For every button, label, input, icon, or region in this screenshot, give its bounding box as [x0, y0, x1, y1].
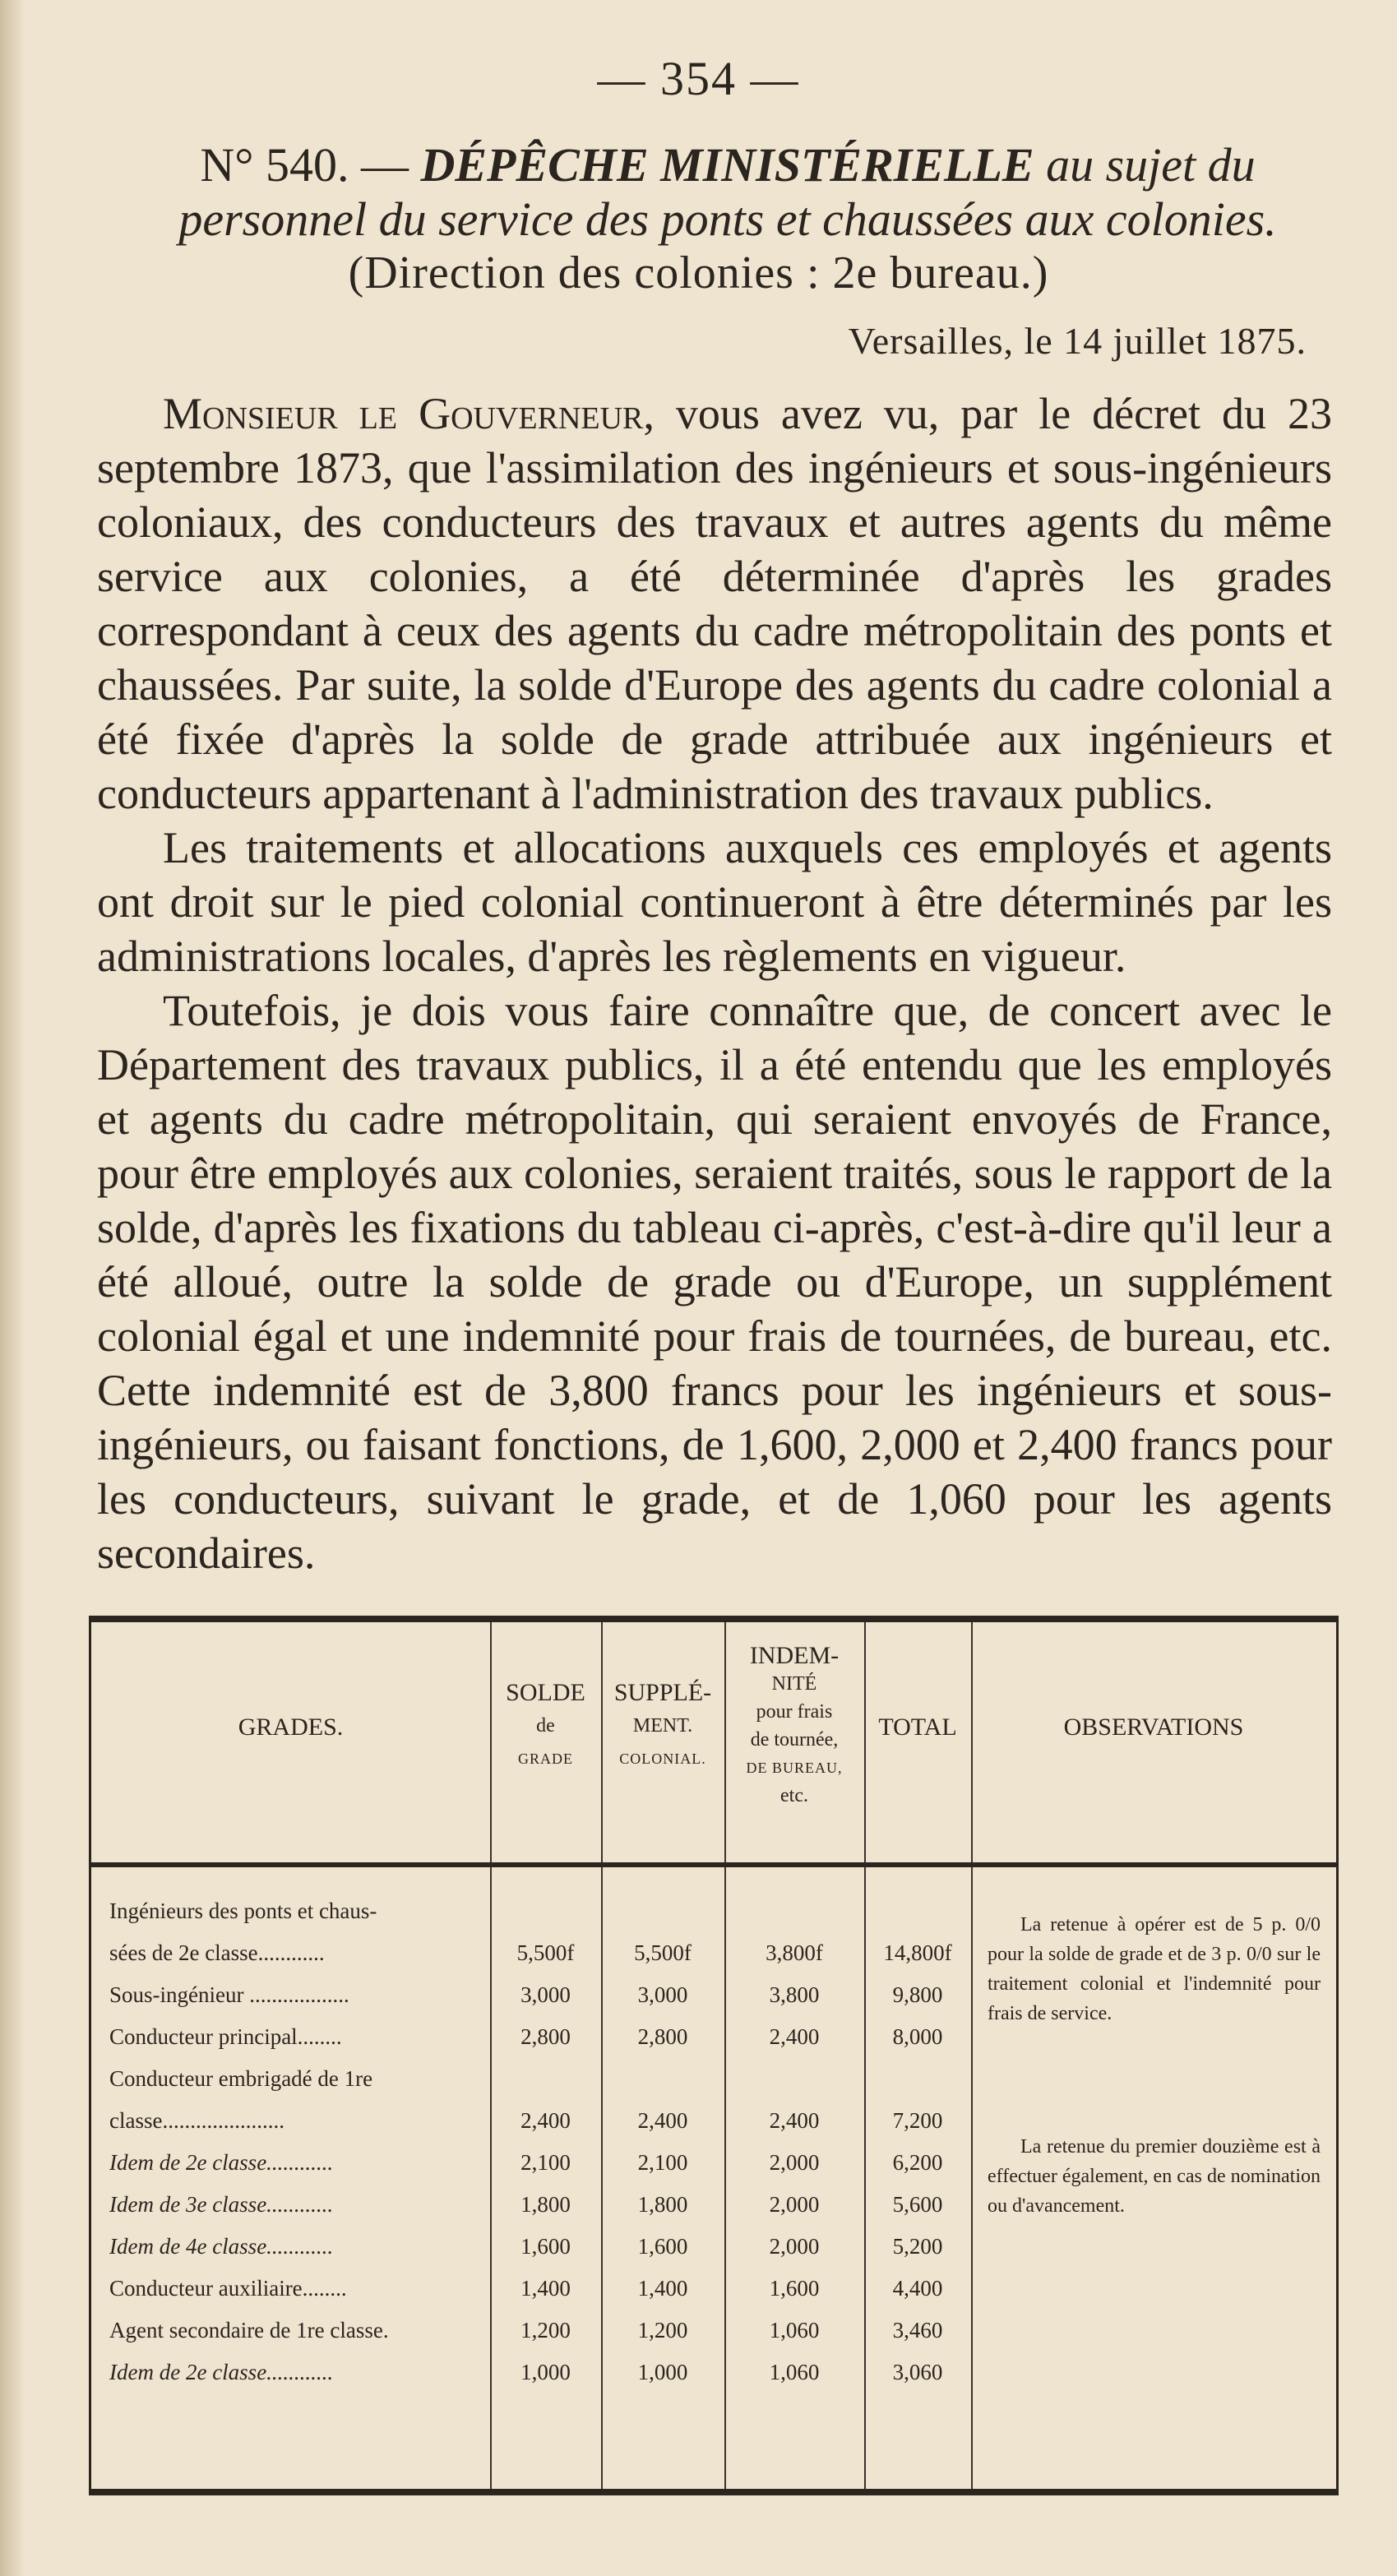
- total-cell: 7,200: [892, 2108, 943, 2133]
- table-row: [91, 2271, 1341, 2305]
- header-solde: [490, 1676, 601, 1775]
- grade-cell: Idem de 4e classe............: [109, 2234, 334, 2259]
- observation-1: La retenue à opérer est de 5 p. 0/0 pour la solde de grade et de 3 p. 0/0 sur le traitement colonial et l'indemnité pour frais de service.: [988, 1914, 1321, 2024]
- solde-cell: 1,000: [520, 2360, 571, 2384]
- header-rule: [91, 1862, 1336, 1867]
- supp-cell: 3,000: [637, 1982, 688, 2007]
- supp-cell: 1,800: [637, 2192, 688, 2217]
- supp-cell: 2,800: [637, 2024, 688, 2049]
- header-supp-line2: MENT.: [632, 1715, 693, 1737]
- document-heading: [144, 138, 1311, 247]
- header-indem-line3: pour frais: [756, 1701, 833, 1723]
- header-solde-line2: de: [536, 1715, 555, 1737]
- indem-cell: 2,000: [769, 2150, 820, 2175]
- grade-cell: Conducteur auxiliaire........: [109, 2276, 347, 2301]
- solde-cell: 1,400: [520, 2276, 571, 2301]
- supp-cell: 1,000: [637, 2360, 688, 2384]
- header-indem-line1: INDEM-: [749, 1642, 840, 1669]
- header-grades: GRADES.: [238, 1713, 344, 1741]
- indem-cell: 3,800: [769, 1982, 820, 2007]
- grade-cell: Conducteur principal........: [109, 2024, 342, 2049]
- indem-cell: 1,060: [769, 2360, 820, 2384]
- indem-cell: 3,800f: [766, 1940, 823, 1965]
- grade-cell: classe......................: [109, 2108, 284, 2133]
- solde-cell: 2,400: [520, 2108, 571, 2133]
- solde-cell: 3,000: [520, 1982, 571, 2007]
- observation-2: La retenue du premier douzième est à effectuer également, en cas de nomination ou d'avancement.: [988, 2136, 1321, 2217]
- supp-cell: 2,400: [637, 2108, 688, 2133]
- total-cell: 14,800f: [883, 1940, 952, 1965]
- indem-cell: 1,600: [769, 2276, 820, 2301]
- header-observations: OBSERVATIONS: [1063, 1713, 1244, 1741]
- grade-cell: Ingénieurs des ponts et chaus-: [109, 1898, 377, 1923]
- total-cell: 6,200: [892, 2150, 943, 2175]
- supp-cell: 2,100: [637, 2150, 688, 2175]
- body-text: [97, 386, 1332, 1580]
- grade-cell: sées de 2e classe............: [109, 1940, 325, 1965]
- header-total: TOTAL: [878, 1713, 957, 1741]
- header-solde-line1: SOLDE: [506, 1679, 585, 1706]
- grade-cell: Idem de 2e classe............: [109, 2360, 334, 2384]
- total-cell: 3,460: [892, 2318, 943, 2342]
- indem-cell: 2,400: [769, 2108, 820, 2133]
- header-indem-line5: DE BUREAU,: [746, 1760, 843, 1776]
- grade-cell: Idem de 3e classe............: [109, 2192, 334, 2217]
- salutation: Monsieur le Gouverneur,: [163, 389, 655, 438]
- grade-cell: Agent secondaire de 1re classe.: [109, 2318, 389, 2342]
- indem-cell: 2,400: [769, 2024, 820, 2049]
- indem-cell: 1,060: [769, 2318, 820, 2342]
- table-row: [91, 2313, 1341, 2347]
- header-supp-line3: COLONIAL.: [619, 1750, 706, 1767]
- table-row: [91, 2229, 1341, 2264]
- header-indem-line2: NITÉ: [771, 1673, 817, 1695]
- salary-table: [89, 1616, 1339, 2495]
- supp-cell: 1,400: [637, 2276, 688, 2301]
- header-supp-line1: SUPPLÉ-: [613, 1679, 712, 1706]
- solde-cell: 2,100: [520, 2150, 571, 2175]
- page-number: — 354 —: [597, 52, 800, 105]
- total-cell: 5,200: [892, 2234, 943, 2259]
- total-cell: 8,000: [892, 2024, 943, 2049]
- header-supplement: [601, 1676, 724, 1775]
- header-indem-line6: etc.: [780, 1785, 808, 1806]
- header-indemnite: [724, 1642, 864, 1810]
- total-cell: 9,800: [892, 1982, 943, 2007]
- paragraph-1: [97, 386, 1332, 821]
- document-subtitle: au sujet du personnel du service des ponts et chaussées aux colonies.: [178, 138, 1277, 246]
- grade-cell: Idem de 2e classe............: [109, 2150, 334, 2175]
- grade-cell: Sous-ingénieur ..................: [109, 1982, 349, 2007]
- supp-cell: 1,600: [637, 2234, 688, 2259]
- total-cell: 4,400: [892, 2276, 943, 2301]
- document-title: DÉPÊCHE MINISTÉRIELLE: [420, 138, 1034, 192]
- paragraph-2: Les traitements et allocations auxquels ces employés et agents ont droit sur le pied colonial continueront à être déterminés par les administrations locales, d'après les règlements en vigueur.: [97, 823, 1332, 981]
- direction-line: (Direction des colonies : 2e bureau.): [348, 247, 1049, 298]
- header-indem-line4: de tournée,: [750, 1729, 839, 1750]
- supp-cell: 1,200: [637, 2318, 688, 2342]
- indem-cell: 2,000: [769, 2192, 820, 2217]
- indem-cell: 2,000: [769, 2234, 820, 2259]
- document-number: N° 540. —: [200, 138, 421, 192]
- supp-cell: 5,500f: [634, 1940, 692, 1965]
- paragraph-1-text: vous avez vu, par le décret du 23 septembre 1873, que l'assimilation des ingénieurs et sous-ingénieurs coloniaux, des conducteurs des travaux et autres agents du même service aux colonies, a été déterminée d'après les grades correspondant à ceux des agents du cadre métropolitain des ponts et chaussées. Par suite, la solde d'Europe des agents du cadre colonial a été fixée d'après la solde de grade attribuée aux ingénieurs et conducteurs appartenant à l'administration des travaux publics.: [97, 389, 1332, 818]
- paragraph-3: Toutefois, je dois vous faire connaître que, de concert avec le Département des travaux publics, il a été entendu que les employés et agents du cadre métropolitain, qui seraient envoyés de France, pour être employés aux colonies, seraient traités, sous le rapport de la solde, d'après les fixations du tableau ci-après, c'est-à-dire qu'il leur a été alloué, outre la solde de grade ou d'Europe, un supplément colonial égal et une indemnité pour frais de tournées, de bureau, etc. Cette indemnité est de 3,800 francs pour les ingénieurs et sous-ingénieurs, ou faisant fonctions, de 1,600, 2,000 et 2,400 francs pour les conducteurs, suivant le grade, et de 1,060 pour les agents secondaires.: [97, 986, 1332, 1578]
- solde-cell: 1,800: [520, 2192, 571, 2217]
- solde-cell: 1,200: [520, 2318, 571, 2342]
- table-row: [91, 2061, 1341, 2096]
- solde-cell: 2,800: [520, 2024, 571, 2049]
- table-row: [91, 2355, 1341, 2389]
- grade-cell: Conducteur embrigadé de 1re: [109, 2066, 373, 2091]
- total-cell: 3,060: [892, 2360, 943, 2384]
- header-solde-line3: GRADE: [518, 1750, 573, 1767]
- dateline: Versailles, le 14 juillet 1875.: [848, 320, 1307, 362]
- solde-cell: 5,500f: [516, 1940, 575, 1965]
- solde-cell: 1,600: [520, 2234, 571, 2259]
- total-cell: 5,600: [892, 2192, 943, 2217]
